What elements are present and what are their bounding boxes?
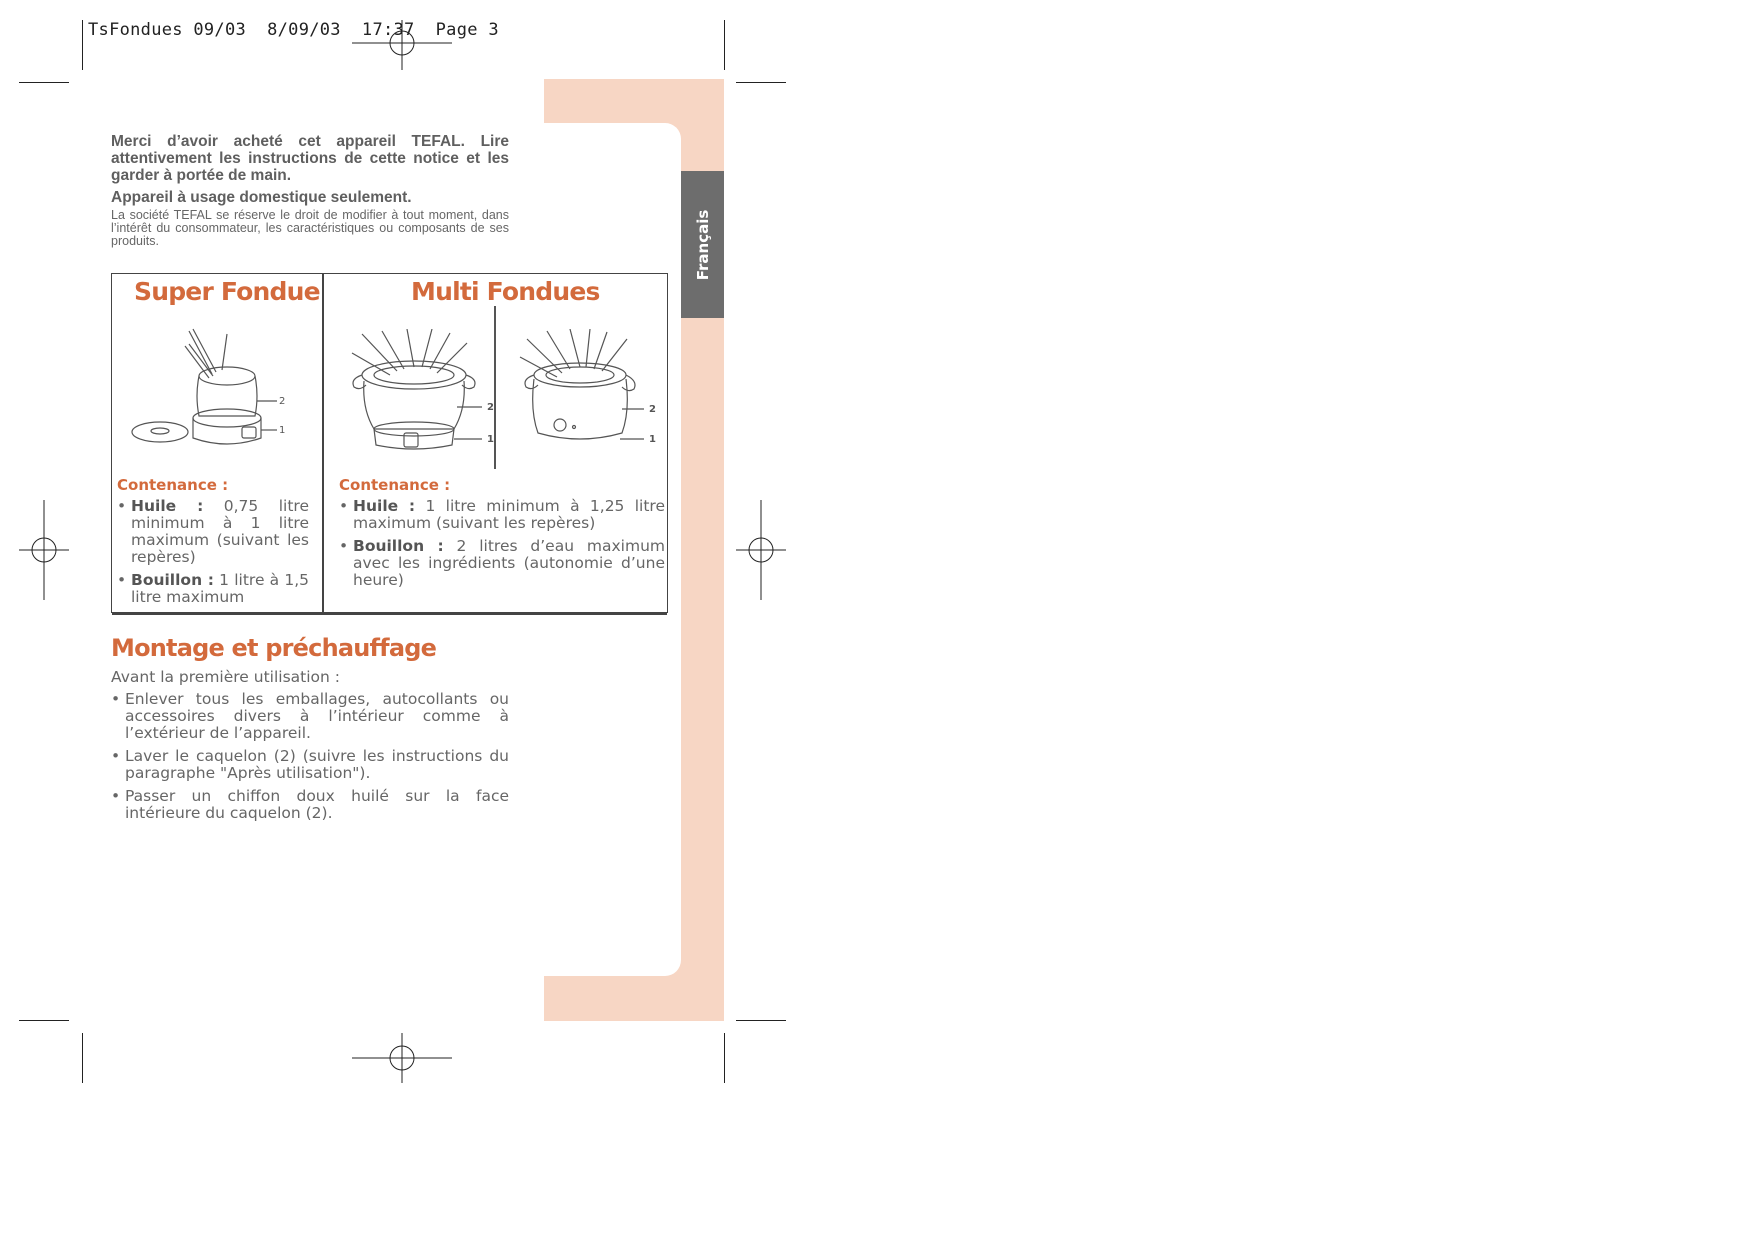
multi-fondues-illustration-1-icon <box>342 329 507 459</box>
trim-mark <box>82 1033 83 1083</box>
trim-mark <box>736 1020 786 1021</box>
capacity-list-multi <box>339 498 665 595</box>
list-item: • Bouillon : 1 litre à 1,5 litre maximum <box>117 572 309 606</box>
callout-2: 2 <box>487 402 494 413</box>
table-column-divider <box>322 274 324 612</box>
list-item: • Passer un chiffon doux huilé sur la face intérieure du caquelon (2). <box>111 788 509 822</box>
capacity-label-multi: Contenance : <box>339 476 451 494</box>
list-item: • Enlever tous les emballages, autocollants ou accessoires divers à l’intérieur comme à l’extérieur de l’appareil. <box>111 691 509 742</box>
product-title-multi-fondues: Multi Fondues <box>411 277 600 306</box>
capacity-label-super: Contenance : <box>117 476 229 494</box>
registration-mark-icon <box>352 20 452 70</box>
intro-domestic: Appareil à usage domestique seulement. <box>111 189 412 206</box>
list-item: • Huile : 0,75 litre minimum à 1 litre maximum (suivant les repères) <box>117 498 309 566</box>
super-fondue-illustration-icon <box>127 326 287 456</box>
callout-1: 1 <box>649 434 656 445</box>
list-item: • Laver le caquelon (2) (suivre les instructions du paragraphe "Après utilisation"). <box>111 748 509 782</box>
language-tab-label: Français <box>693 209 712 280</box>
product-title-super-fondue: Super Fondue <box>134 277 320 306</box>
intro-disclaimer: La société TEFAL se réserve le droit de modifier à tout moment, dans l’intérêt du consommateur, les caractéristiques ou composants de ses produits. <box>111 208 509 248</box>
callout-1: 1 <box>487 434 494 445</box>
trim-mark <box>724 1033 725 1083</box>
list-item: • Huile : 1 litre minimum à 1,25 litre maximum (suivant les repères) <box>339 498 665 532</box>
list-item: • Bouillon : 2 litres d’eau maximum avec les ingrédients (autonomie d’une heure) <box>339 538 665 589</box>
registration-mark-icon <box>352 1033 452 1083</box>
trim-mark <box>19 82 69 83</box>
registration-mark-icon <box>19 500 69 600</box>
section-subtitle: Avant la première utilisation : <box>111 668 341 686</box>
trim-mark <box>19 1020 69 1021</box>
language-tab <box>681 171 724 318</box>
callout-1: 1 <box>279 425 286 436</box>
print-slug: TsFondues 09/03 8/09/03 17:37 Page 3 <box>88 20 499 40</box>
illustration-divider <box>494 306 496 469</box>
registration-mark-icon <box>736 500 786 600</box>
callout-2: 2 <box>649 404 656 415</box>
trim-mark <box>82 20 83 70</box>
capacity-list-super <box>117 498 309 612</box>
section-list <box>111 691 509 828</box>
trim-mark <box>724 20 725 70</box>
callout-2: 2 <box>279 396 286 407</box>
trim-mark <box>736 82 786 83</box>
intro-thanks: Merci d’avoir acheté cet appareil TEFAL. Lire attentivement les instructions de cette notice et les garder à portée de main. <box>111 133 509 184</box>
multi-fondues-illustration-2-icon <box>512 329 667 459</box>
table-bottom-rule <box>112 613 667 615</box>
product-table <box>111 273 668 613</box>
section-title: Montage et préchauffage <box>111 634 437 662</box>
